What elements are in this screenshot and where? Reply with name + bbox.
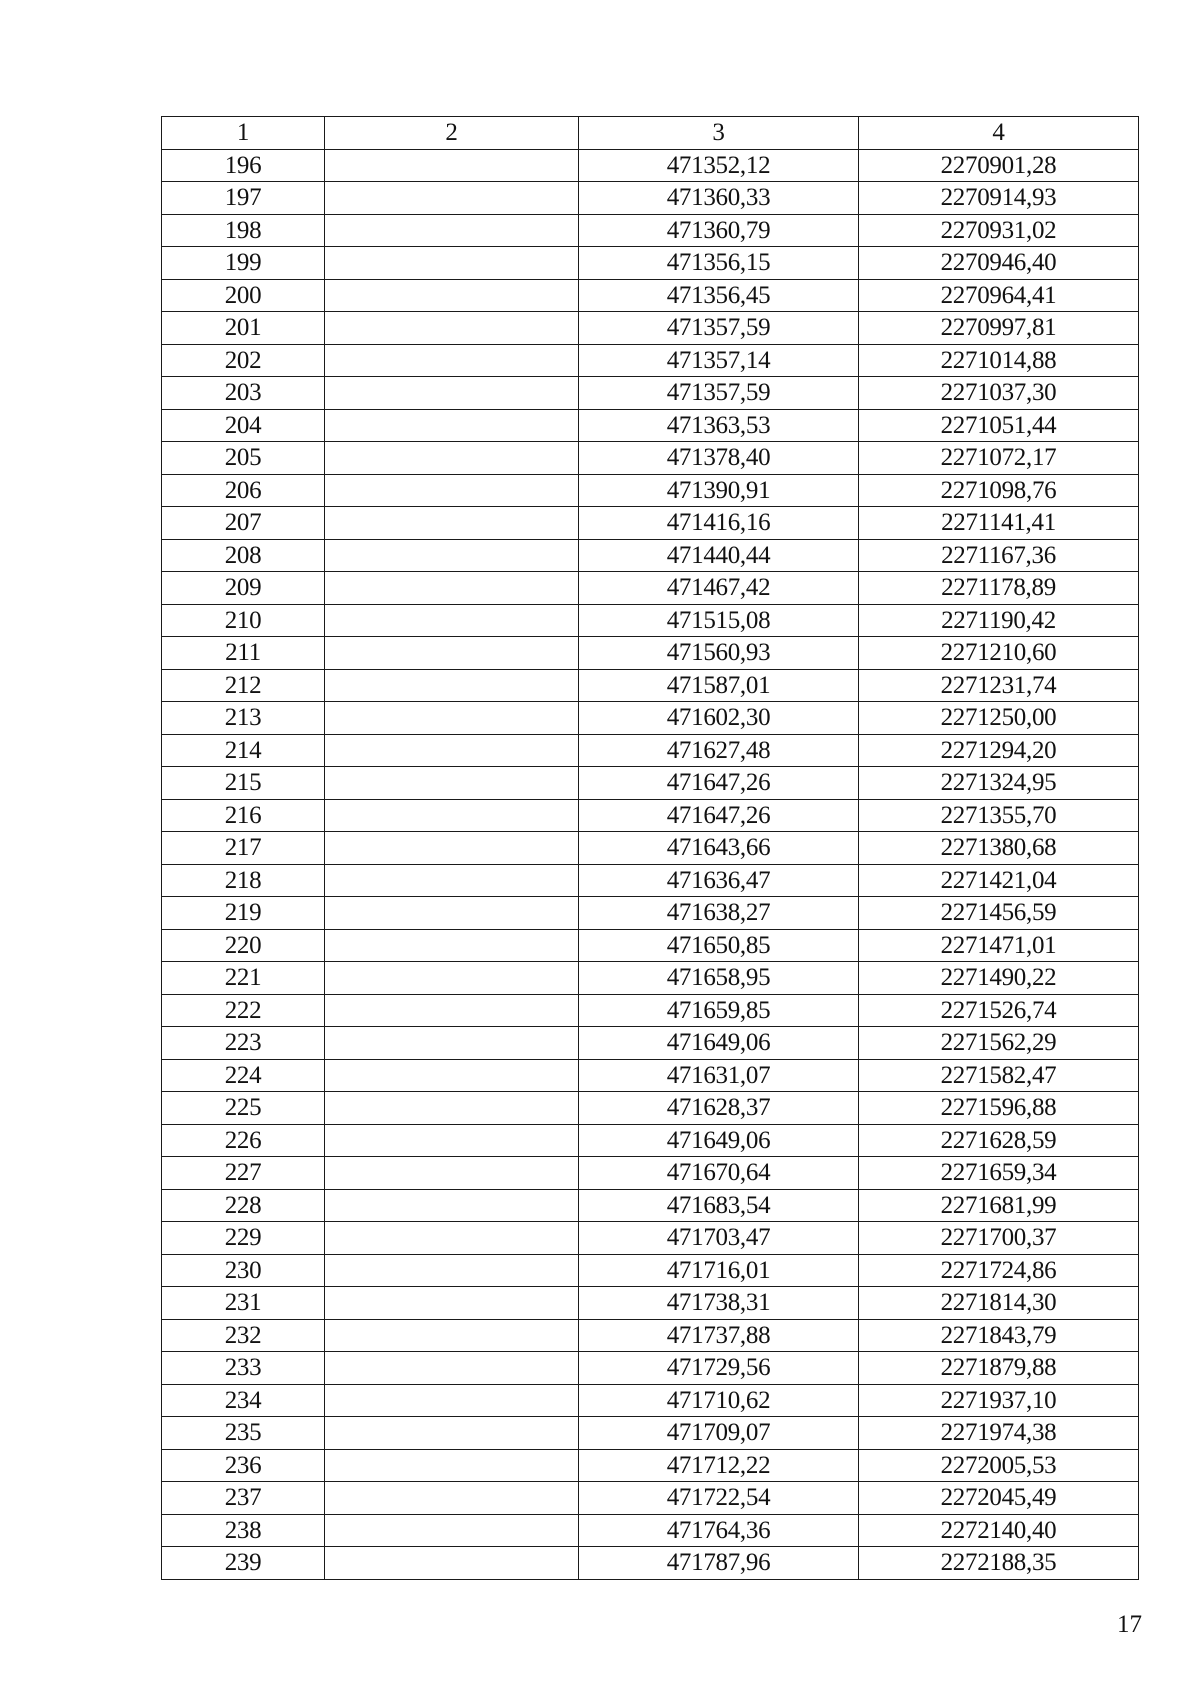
- y-coordinate-cell: 2271681,99: [859, 1189, 1139, 1222]
- empty-cell: [325, 994, 579, 1027]
- y-coordinate-cell: 2271250,00: [859, 702, 1139, 735]
- empty-cell: [325, 1514, 579, 1547]
- point-number-cell: 216: [162, 799, 325, 832]
- empty-cell: [325, 1092, 579, 1125]
- x-coordinate-cell: 471363,53: [579, 409, 859, 442]
- table-row: [162, 604, 1139, 637]
- table-row: [162, 929, 1139, 962]
- point-number-cell: 236: [162, 1449, 325, 1482]
- table-row: [162, 1352, 1139, 1385]
- x-coordinate-cell: 471631,07: [579, 1059, 859, 1092]
- point-number-cell: 218: [162, 864, 325, 897]
- table-row: [162, 1514, 1139, 1547]
- table-row: [162, 799, 1139, 832]
- table-row: [162, 409, 1139, 442]
- point-number-cell: 206: [162, 474, 325, 507]
- table-row: [162, 702, 1139, 735]
- y-coordinate-cell: 2271051,44: [859, 409, 1139, 442]
- point-number-cell: 205: [162, 442, 325, 475]
- coordinates-table: [161, 116, 1139, 1580]
- point-number-cell: 235: [162, 1417, 325, 1450]
- y-coordinate-cell: 2270997,81: [859, 312, 1139, 345]
- y-coordinate-cell: 2270901,28: [859, 149, 1139, 182]
- point-number-cell: 198: [162, 214, 325, 247]
- x-coordinate-cell: 471352,12: [579, 149, 859, 182]
- point-number-cell: 225: [162, 1092, 325, 1125]
- x-coordinate-cell: 471636,47: [579, 864, 859, 897]
- empty-cell: [325, 637, 579, 670]
- y-coordinate-cell: 2271380,68: [859, 832, 1139, 865]
- point-number-cell: 214: [162, 734, 325, 767]
- y-coordinate-cell: 2270914,93: [859, 182, 1139, 215]
- x-coordinate-cell: 471602,30: [579, 702, 859, 735]
- y-coordinate-cell: 2271355,70: [859, 799, 1139, 832]
- y-coordinate-cell: 2271814,30: [859, 1287, 1139, 1320]
- y-coordinate-cell: 2272045,49: [859, 1482, 1139, 1515]
- x-coordinate-cell: 471683,54: [579, 1189, 859, 1222]
- y-coordinate-cell: 2271294,20: [859, 734, 1139, 767]
- empty-cell: [325, 247, 579, 280]
- x-coordinate-cell: 471515,08: [579, 604, 859, 637]
- x-coordinate-cell: 471390,91: [579, 474, 859, 507]
- y-coordinate-cell: 2270931,02: [859, 214, 1139, 247]
- point-number-cell: 226: [162, 1124, 325, 1157]
- table-row: [162, 637, 1139, 670]
- empty-cell: [325, 1547, 579, 1580]
- empty-cell: [325, 1027, 579, 1060]
- point-number-cell: 221: [162, 962, 325, 995]
- y-coordinate-cell: 2271210,60: [859, 637, 1139, 670]
- point-number-cell: 207: [162, 507, 325, 540]
- x-coordinate-cell: 471416,16: [579, 507, 859, 540]
- x-coordinate-cell: 471737,88: [579, 1319, 859, 1352]
- x-coordinate-cell: 471703,47: [579, 1222, 859, 1255]
- y-coordinate-cell: 2271526,74: [859, 994, 1139, 1027]
- table-row: [162, 669, 1139, 702]
- x-coordinate-cell: 471658,95: [579, 962, 859, 995]
- x-coordinate-cell: 471647,26: [579, 767, 859, 800]
- empty-cell: [325, 1124, 579, 1157]
- y-coordinate-cell: 2271421,04: [859, 864, 1139, 897]
- empty-cell: [325, 604, 579, 637]
- x-coordinate-cell: 471722,54: [579, 1482, 859, 1515]
- point-number-cell: 213: [162, 702, 325, 735]
- x-coordinate-cell: 471649,06: [579, 1027, 859, 1060]
- column-header-4: 4: [859, 117, 1139, 150]
- x-coordinate-cell: 471710,62: [579, 1384, 859, 1417]
- point-number-cell: 210: [162, 604, 325, 637]
- empty-cell: [325, 539, 579, 572]
- empty-cell: [325, 929, 579, 962]
- empty-cell: [325, 897, 579, 930]
- empty-cell: [325, 279, 579, 312]
- table-row: [162, 864, 1139, 897]
- x-coordinate-cell: 471560,93: [579, 637, 859, 670]
- table-row: [162, 377, 1139, 410]
- table-header-row: [162, 117, 1139, 150]
- y-coordinate-cell: 2271843,79: [859, 1319, 1139, 1352]
- y-coordinate-cell: 2271582,47: [859, 1059, 1139, 1092]
- table-row: [162, 507, 1139, 540]
- x-coordinate-cell: 471378,40: [579, 442, 859, 475]
- y-coordinate-cell: 2271596,88: [859, 1092, 1139, 1125]
- empty-cell: [325, 799, 579, 832]
- y-coordinate-cell: 2271190,42: [859, 604, 1139, 637]
- table-row: [162, 1417, 1139, 1450]
- table-row: [162, 1059, 1139, 1092]
- y-coordinate-cell: 2271014,88: [859, 344, 1139, 377]
- empty-cell: [325, 409, 579, 442]
- empty-cell: [325, 149, 579, 182]
- x-coordinate-cell: 471440,44: [579, 539, 859, 572]
- empty-cell: [325, 1384, 579, 1417]
- y-coordinate-cell: 2271490,22: [859, 962, 1139, 995]
- point-number-cell: 201: [162, 312, 325, 345]
- y-coordinate-cell: 2271098,76: [859, 474, 1139, 507]
- table-row: [162, 767, 1139, 800]
- point-number-cell: 223: [162, 1027, 325, 1060]
- table-row: [162, 279, 1139, 312]
- x-coordinate-cell: 471643,66: [579, 832, 859, 865]
- x-coordinate-cell: 471356,45: [579, 279, 859, 312]
- empty-cell: [325, 507, 579, 540]
- x-coordinate-cell: 471360,33: [579, 182, 859, 215]
- y-coordinate-cell: 2271072,17: [859, 442, 1139, 475]
- y-coordinate-cell: 2271141,41: [859, 507, 1139, 540]
- x-coordinate-cell: 471650,85: [579, 929, 859, 962]
- table-row: [162, 897, 1139, 930]
- x-coordinate-cell: 471659,85: [579, 994, 859, 1027]
- table-row: [162, 539, 1139, 572]
- x-coordinate-cell: 471649,06: [579, 1124, 859, 1157]
- table-row: [162, 1124, 1139, 1157]
- y-coordinate-cell: 2271879,88: [859, 1352, 1139, 1385]
- empty-cell: [325, 1254, 579, 1287]
- y-coordinate-cell: 2270946,40: [859, 247, 1139, 280]
- table-row: [162, 149, 1139, 182]
- x-coordinate-cell: 471627,48: [579, 734, 859, 767]
- table-row: [162, 1319, 1139, 1352]
- table-row: [162, 312, 1139, 345]
- table-row: [162, 1092, 1139, 1125]
- y-coordinate-cell: 2271178,89: [859, 572, 1139, 605]
- y-coordinate-cell: 2271562,29: [859, 1027, 1139, 1060]
- column-header-2: 2: [325, 117, 579, 150]
- x-coordinate-cell: 471357,59: [579, 312, 859, 345]
- point-number-cell: 217: [162, 832, 325, 865]
- point-number-cell: 208: [162, 539, 325, 572]
- empty-cell: [325, 572, 579, 605]
- point-number-cell: 231: [162, 1287, 325, 1320]
- x-coordinate-cell: 471356,15: [579, 247, 859, 280]
- x-coordinate-cell: 471738,31: [579, 1287, 859, 1320]
- x-coordinate-cell: 471638,27: [579, 897, 859, 930]
- x-coordinate-cell: 471647,26: [579, 799, 859, 832]
- table-row: [162, 1547, 1139, 1580]
- empty-cell: [325, 442, 579, 475]
- column-header-3: 3: [579, 117, 859, 150]
- point-number-cell: 233: [162, 1352, 325, 1385]
- point-number-cell: 204: [162, 409, 325, 442]
- x-coordinate-cell: 471587,01: [579, 669, 859, 702]
- x-coordinate-cell: 471716,01: [579, 1254, 859, 1287]
- empty-cell: [325, 377, 579, 410]
- y-coordinate-cell: 2272188,35: [859, 1547, 1139, 1580]
- empty-cell: [325, 1059, 579, 1092]
- empty-cell: [325, 864, 579, 897]
- table-row: [162, 1157, 1139, 1190]
- column-header-1: 1: [162, 117, 325, 150]
- y-coordinate-cell: 2271724,86: [859, 1254, 1139, 1287]
- point-number-cell: 220: [162, 929, 325, 962]
- y-coordinate-cell: 2271037,30: [859, 377, 1139, 410]
- table-body: [162, 149, 1139, 1579]
- x-coordinate-cell: 471670,64: [579, 1157, 859, 1190]
- table-row: [162, 734, 1139, 767]
- x-coordinate-cell: 471357,14: [579, 344, 859, 377]
- x-coordinate-cell: 471709,07: [579, 1417, 859, 1450]
- table-row: [162, 247, 1139, 280]
- table-row: [162, 442, 1139, 475]
- table-row: [162, 832, 1139, 865]
- x-coordinate-cell: 471357,59: [579, 377, 859, 410]
- table-row: [162, 1287, 1139, 1320]
- empty-cell: [325, 832, 579, 865]
- table-row: [162, 1384, 1139, 1417]
- point-number-cell: 229: [162, 1222, 325, 1255]
- empty-cell: [325, 1449, 579, 1482]
- table-row: [162, 1222, 1139, 1255]
- y-coordinate-cell: 2272140,40: [859, 1514, 1139, 1547]
- table-row: [162, 344, 1139, 377]
- point-number-cell: 196: [162, 149, 325, 182]
- x-coordinate-cell: 471764,36: [579, 1514, 859, 1547]
- x-coordinate-cell: 471360,79: [579, 214, 859, 247]
- table-row: [162, 572, 1139, 605]
- table-row: [162, 182, 1139, 215]
- point-number-cell: 234: [162, 1384, 325, 1417]
- x-coordinate-cell: 471712,22: [579, 1449, 859, 1482]
- y-coordinate-cell: 2271231,74: [859, 669, 1139, 702]
- y-coordinate-cell: 2271700,37: [859, 1222, 1139, 1255]
- point-number-cell: 200: [162, 279, 325, 312]
- empty-cell: [325, 312, 579, 345]
- table-row: [162, 1254, 1139, 1287]
- point-number-cell: 203: [162, 377, 325, 410]
- point-number-cell: 202: [162, 344, 325, 377]
- y-coordinate-cell: 2271628,59: [859, 1124, 1139, 1157]
- point-number-cell: 230: [162, 1254, 325, 1287]
- empty-cell: [325, 702, 579, 735]
- empty-cell: [325, 1222, 579, 1255]
- point-number-cell: 238: [162, 1514, 325, 1547]
- point-number-cell: 228: [162, 1189, 325, 1222]
- x-coordinate-cell: 471787,96: [579, 1547, 859, 1580]
- table-row: [162, 1027, 1139, 1060]
- table-row: [162, 214, 1139, 247]
- empty-cell: [325, 1287, 579, 1320]
- y-coordinate-cell: 2271659,34: [859, 1157, 1139, 1190]
- empty-cell: [325, 1417, 579, 1450]
- y-coordinate-cell: 2272005,53: [859, 1449, 1139, 1482]
- y-coordinate-cell: 2271471,01: [859, 929, 1139, 962]
- table-row: [162, 1449, 1139, 1482]
- point-number-cell: 222: [162, 994, 325, 1027]
- empty-cell: [325, 669, 579, 702]
- table-row: [162, 474, 1139, 507]
- x-coordinate-cell: 471467,42: [579, 572, 859, 605]
- point-number-cell: 212: [162, 669, 325, 702]
- point-number-cell: 237: [162, 1482, 325, 1515]
- point-number-cell: 199: [162, 247, 325, 280]
- y-coordinate-cell: 2271167,36: [859, 539, 1139, 572]
- y-coordinate-cell: 2270964,41: [859, 279, 1139, 312]
- point-number-cell: 209: [162, 572, 325, 605]
- empty-cell: [325, 734, 579, 767]
- point-number-cell: 227: [162, 1157, 325, 1190]
- empty-cell: [325, 182, 579, 215]
- x-coordinate-cell: 471729,56: [579, 1352, 859, 1385]
- table-row: [162, 994, 1139, 1027]
- point-number-cell: 215: [162, 767, 325, 800]
- table-row: [162, 1482, 1139, 1515]
- y-coordinate-cell: 2271974,38: [859, 1417, 1139, 1450]
- point-number-cell: 197: [162, 182, 325, 215]
- empty-cell: [325, 1482, 579, 1515]
- empty-cell: [325, 214, 579, 247]
- empty-cell: [325, 1157, 579, 1190]
- empty-cell: [325, 1189, 579, 1222]
- empty-cell: [325, 344, 579, 377]
- y-coordinate-cell: 2271937,10: [859, 1384, 1139, 1417]
- point-number-cell: 211: [162, 637, 325, 670]
- empty-cell: [325, 767, 579, 800]
- table-row: [162, 1189, 1139, 1222]
- empty-cell: [325, 1352, 579, 1385]
- page-number: 17: [1117, 1611, 1142, 1638]
- empty-cell: [325, 962, 579, 995]
- point-number-cell: 239: [162, 1547, 325, 1580]
- point-number-cell: 219: [162, 897, 325, 930]
- y-coordinate-cell: 2271324,95: [859, 767, 1139, 800]
- empty-cell: [325, 474, 579, 507]
- point-number-cell: 232: [162, 1319, 325, 1352]
- point-number-cell: 224: [162, 1059, 325, 1092]
- x-coordinate-cell: 471628,37: [579, 1092, 859, 1125]
- empty-cell: [325, 1319, 579, 1352]
- table-row: [162, 962, 1139, 995]
- y-coordinate-cell: 2271456,59: [859, 897, 1139, 930]
